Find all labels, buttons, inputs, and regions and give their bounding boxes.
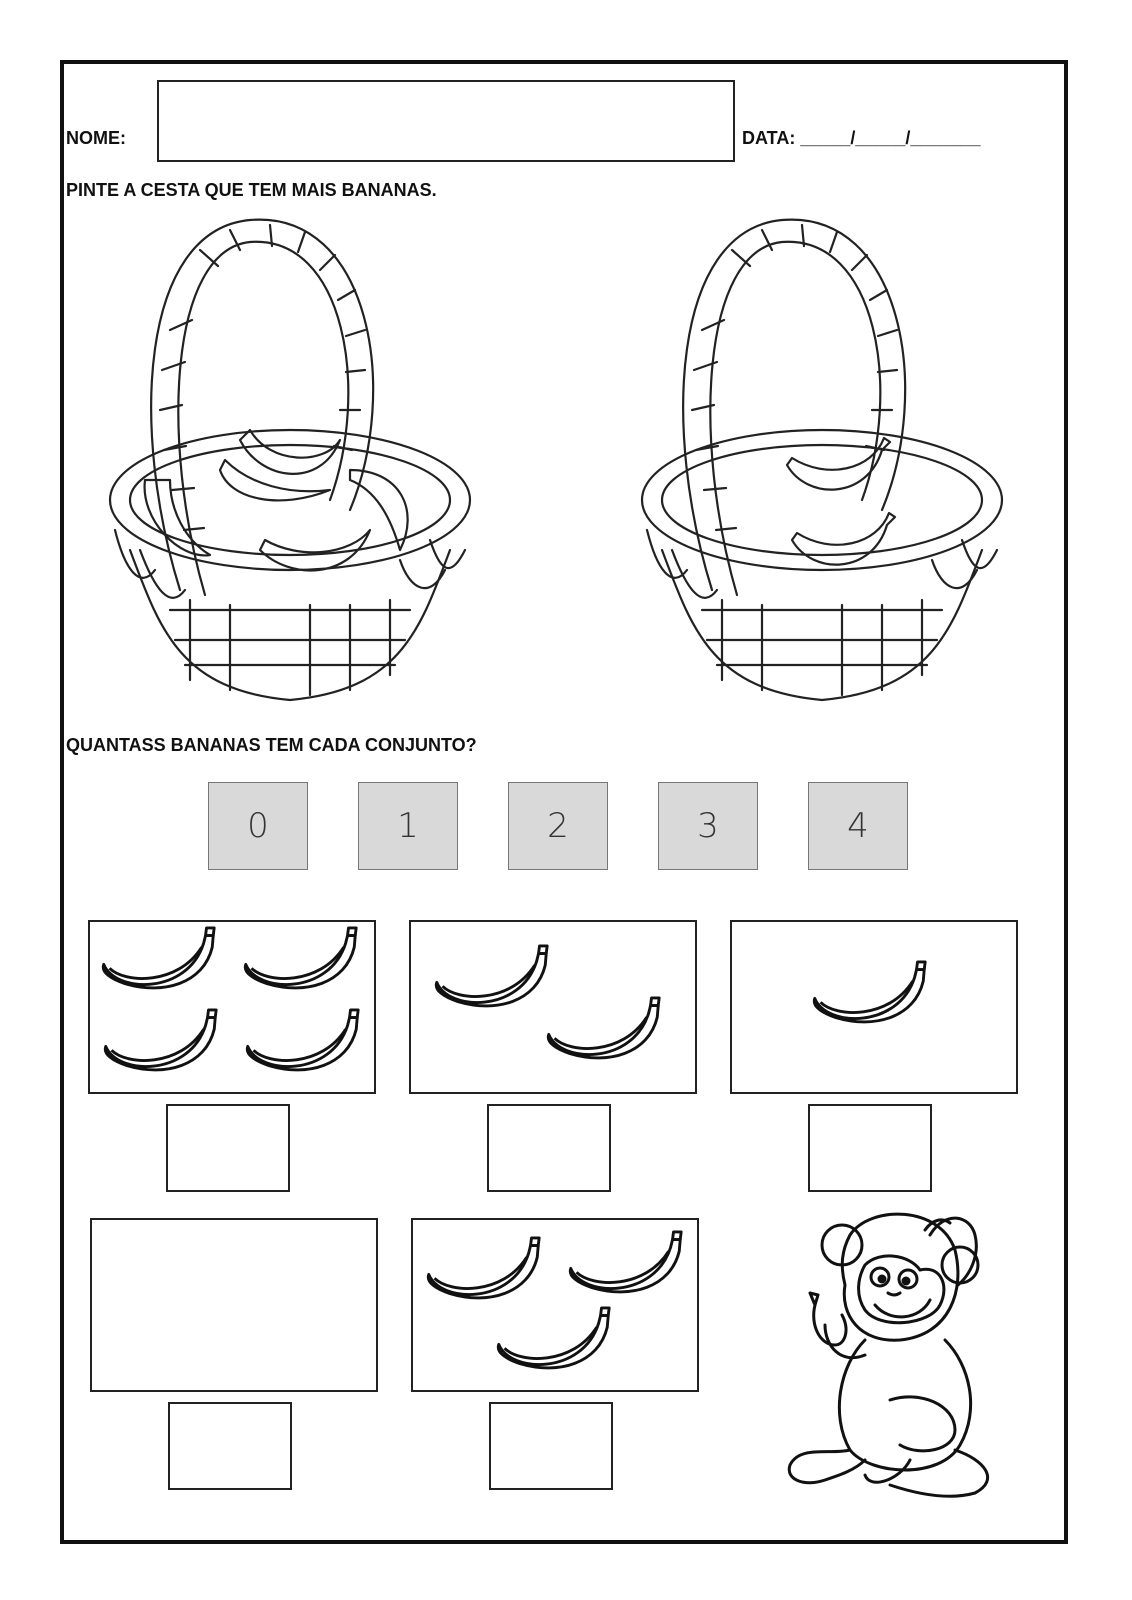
banana-icon: [238, 926, 363, 998]
name-field[interactable]: [157, 80, 735, 162]
banana-icon: [541, 996, 666, 1068]
answer-box-set-c[interactable]: [808, 1104, 932, 1192]
banana-icon: [491, 1306, 616, 1378]
banana-icon: [240, 1008, 365, 1080]
basket-few-bananas-icon[interactable]: [632, 210, 1012, 710]
basket-many-bananas-icon[interactable]: [100, 210, 480, 710]
name-label: NOME:: [66, 128, 126, 148]
banana-set-d: [90, 1218, 378, 1392]
banana-set-a: [88, 920, 376, 1094]
number-option-1[interactable]: 1: [358, 782, 458, 870]
date-label: DATA: _____/_____/_______: [742, 128, 981, 148]
question-count-bananas: QUANTASS BANANAS TEM CADA CONJUNTO?: [66, 735, 477, 755]
banana-icon: [421, 1236, 546, 1308]
answer-box-set-a[interactable]: [166, 1104, 290, 1192]
banana-icon: [563, 1230, 688, 1302]
number-option-2[interactable]: 2: [508, 782, 608, 870]
answer-box-set-b[interactable]: [487, 1104, 611, 1192]
banana-icon: [429, 944, 554, 1016]
banana-icon: [807, 960, 932, 1032]
number-option-0[interactable]: 0: [208, 782, 308, 870]
banana-set-c: [730, 920, 1018, 1094]
number-option-3[interactable]: 3: [658, 782, 758, 870]
answer-box-set-d[interactable]: [168, 1402, 292, 1490]
banana-icon: [98, 1008, 223, 1080]
number-option-4[interactable]: 4: [808, 782, 908, 870]
banana-icon: [96, 926, 221, 998]
answer-box-set-e[interactable]: [489, 1402, 613, 1490]
banana-set-b: [409, 920, 697, 1094]
banana-set-e: [411, 1218, 699, 1392]
instruction-color-basket: PINTE A CESTA QUE TEM MAIS BANANAS.: [66, 180, 437, 200]
monkey-icon: [770, 1195, 1010, 1500]
